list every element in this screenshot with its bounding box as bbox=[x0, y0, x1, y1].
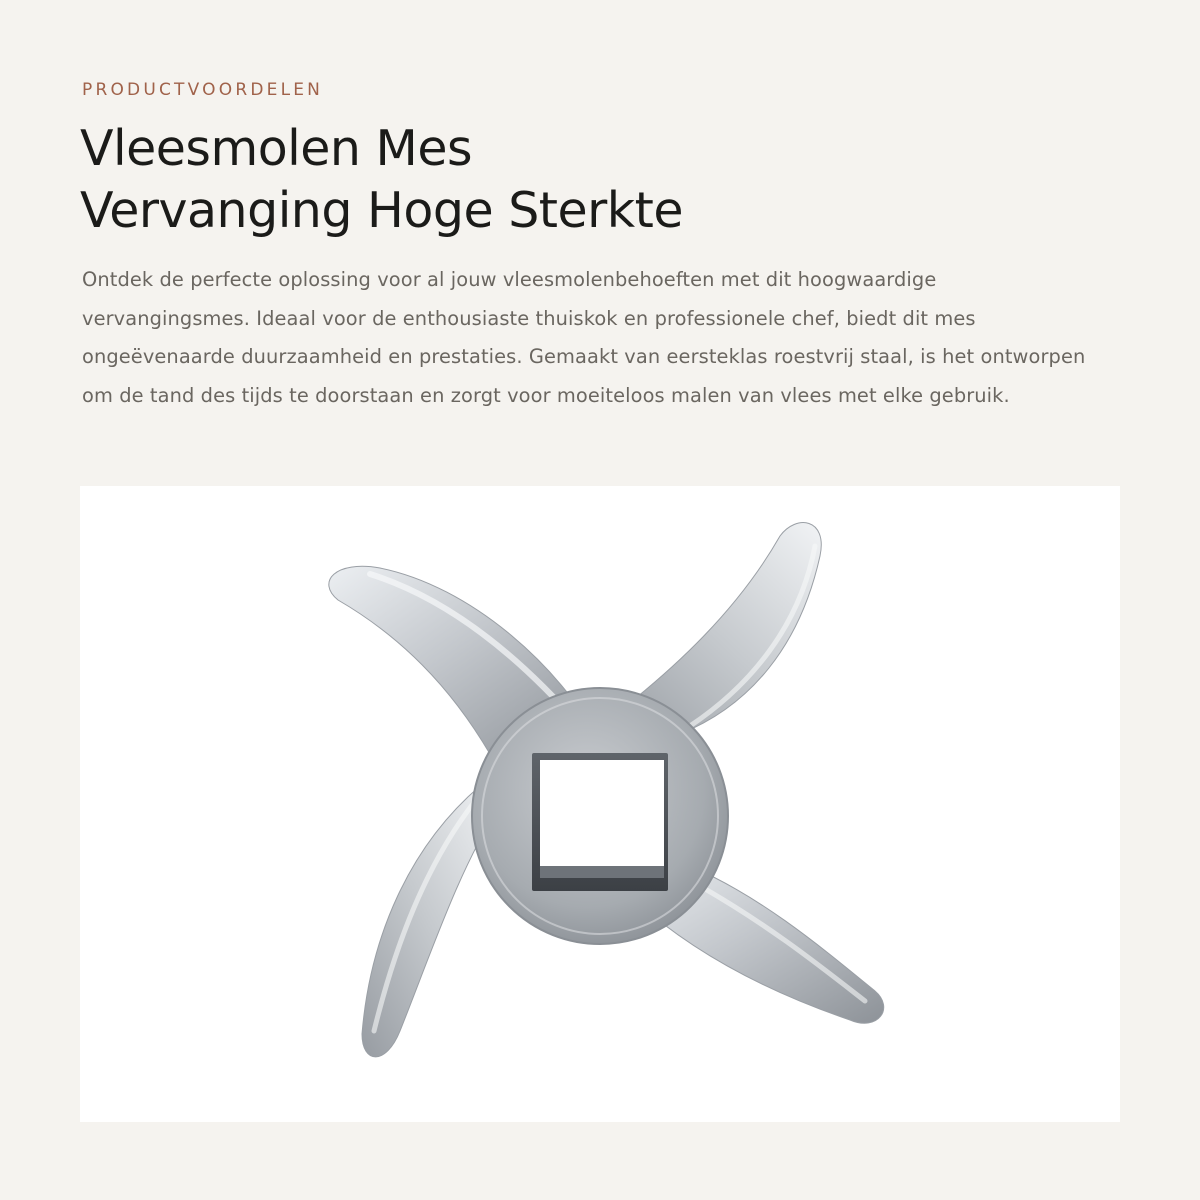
page-title bbox=[80, 118, 1080, 242]
title-line-2: Vervanging Hoge Sterkte bbox=[80, 182, 684, 239]
title-line-1: Vleesmolen Mes bbox=[80, 120, 473, 177]
blade-hub bbox=[472, 688, 728, 944]
product-image-card bbox=[80, 486, 1120, 1122]
product-description: Ontdek de perfecte oplossing voor al jouw vleesmolenbehoeften met dit hoogwaardige vervangingsmes. Ideaal voor de enthousiaste thuiskok en professionele chef, biedt dit mes ongeëvenaarde duurzaamheid en prestaties. Gemaakt van eersteklas roestvrij staal, is het ontworpen om de tand des tijds te doorstaan en zorgt voor moeiteloos malen van vlees met elke gebruik. bbox=[82, 268, 1086, 407]
grinder-blade-image bbox=[80, 486, 1120, 1122]
eyebrow-label: PRODUCTVOORDELEN bbox=[82, 80, 324, 100]
